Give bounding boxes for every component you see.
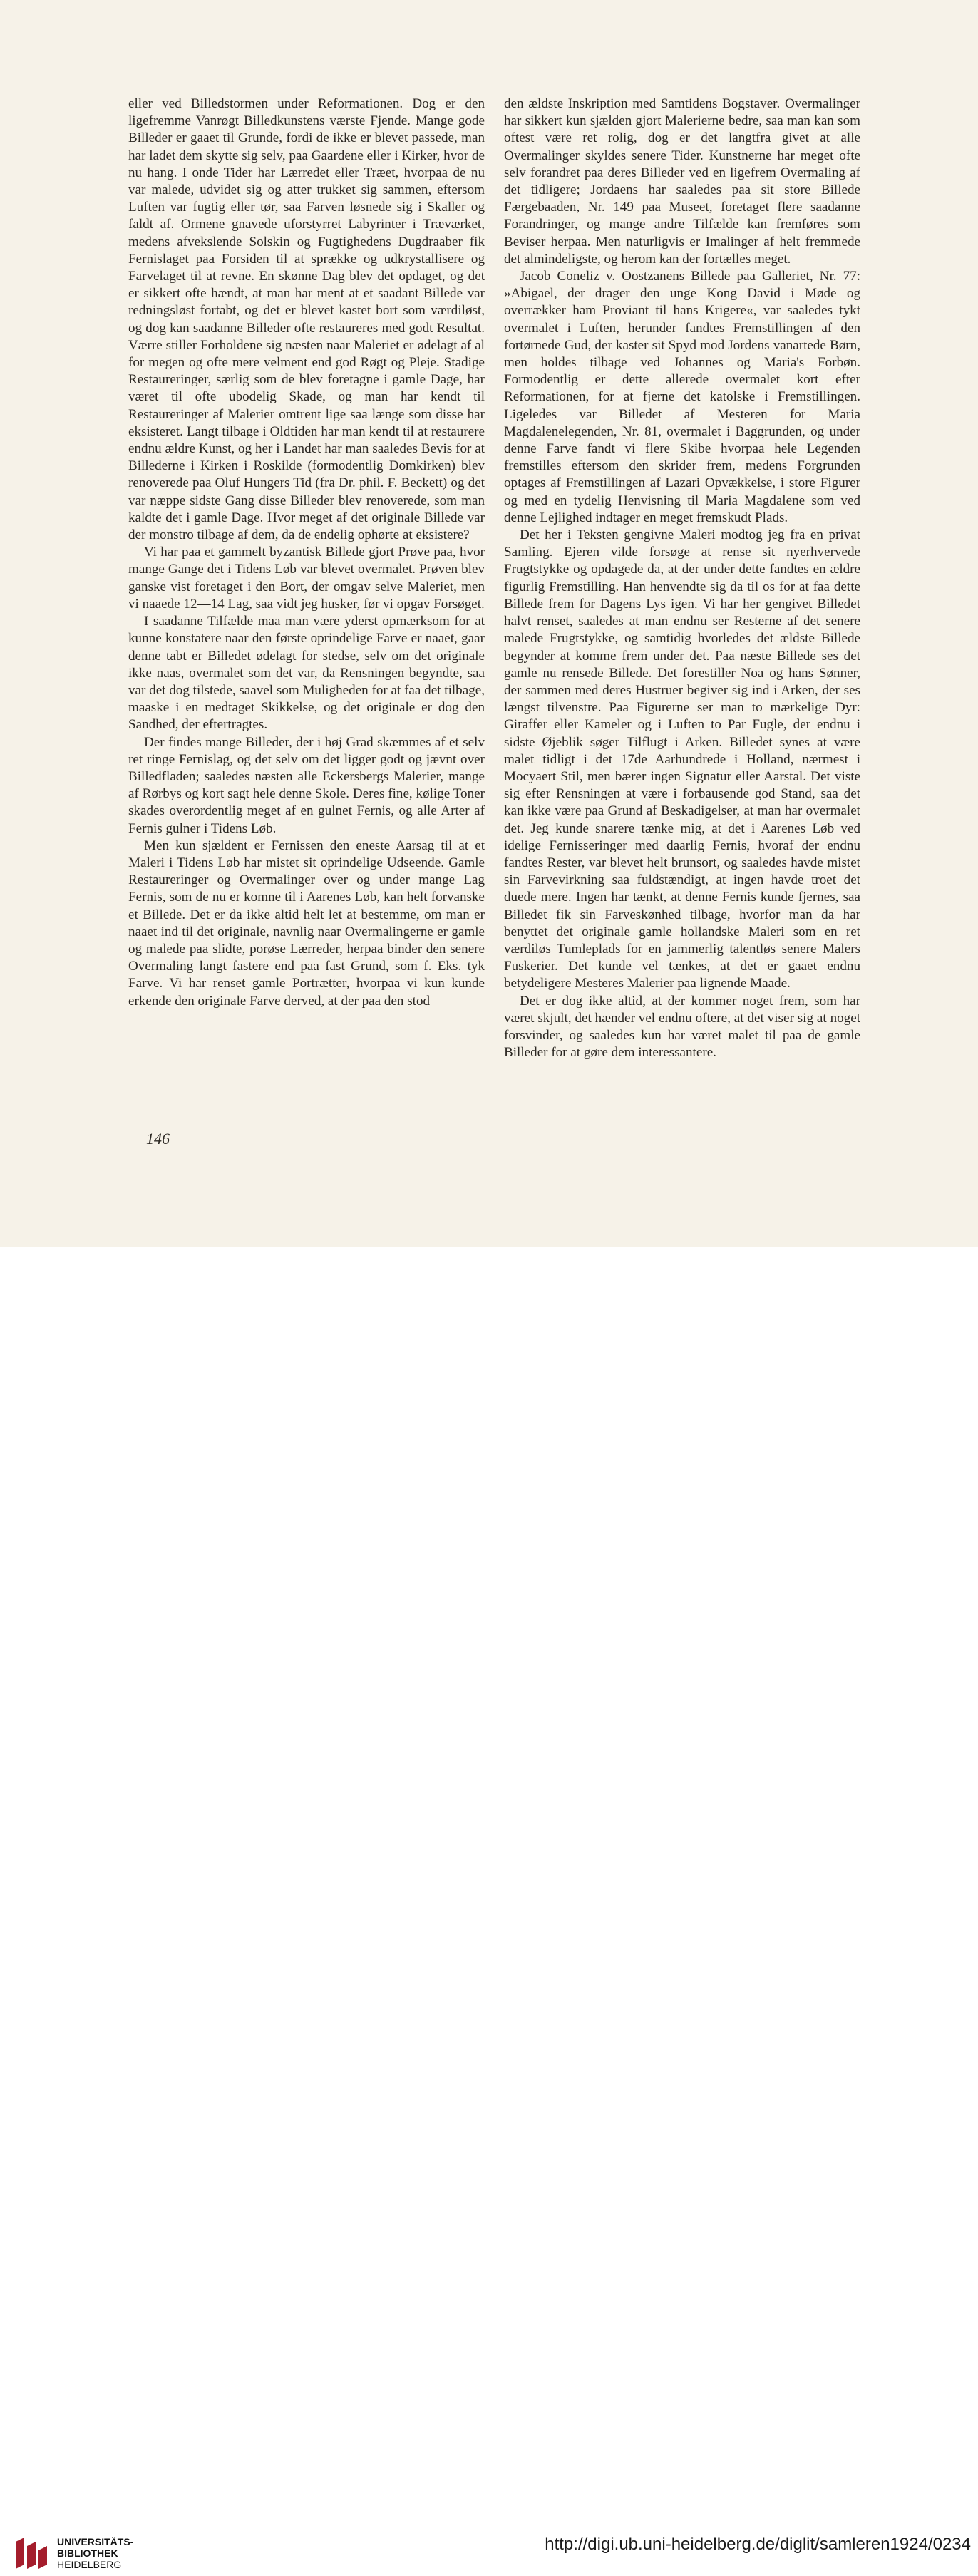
source-url[interactable]: http://digi.ub.uni-heidelberg.de/diglit/samleren1924/0234	[545, 2535, 971, 2554]
paragraph: Jacob Coneliz v. Oostzanens Billede paa Galleriet, Nr. 77: »Abigael, der drager den unge Kong David i Møde og overrækker ham Proviant til hans Krigere«, var saaledes tykt overmalet i Luften, herunder fandtes Fremstillingen af den fortørnede Gud, der kaster sit Spyd mod Jordens vanartede Børn, men holdes tilbage ved Johannes og Maria's Forbøn. Formodentlig er dette allerede overmalet kort efter Reformationen, for at fjerne det katolske i Fremstillingen. Ligeledes var Billedet af Mesteren for Maria Magdalenelegenden, Nr. 81, overmalet i Baggrunden, og under denne Farve fandt vi flere Skibe hvorpaa hele Legenden fremstilles eftersom den skrider frem, medens Forgrunden optages af Fremstillingen af Lazari Opvækkelse, i store Figurer og med en tydelig Henvisning til Maria Magdalene som ved denne Lejlighed indtager en meget fremskudt Plads.	[504, 269, 860, 525]
footer-bar	[0, 1247, 978, 2570]
paragraph: den ældste Inskription med Samtidens Bogstaver. Overmalinger har sikkert kun sjælden gjort Malerierne bedre, saa man kan som oftest være ret rolig, dog er det langtfra givet at alle Overmalinger skyldes senere Tider. Kunstnerne har meget ofte selv forandret paa deres Billeder ved en ligefrem Overmaling af det tidligere; Jordaens har saaledes paa sit store Billede Færgebaaden, Nr. 149 paa Museet, foretaget flere saadanne Forandringer, og mange andre Tilfælde kan fremføres som Beviser herpaa. Men naturligvis er Imalinger af helt fremmede det almindeligste, og herom kan der fortælles meget.	[504, 96, 860, 267]
paragraph: Men kun sjældent er Fernissen den eneste Aarsag til at et Maleri i Tidens Løb har mistet sit oprindelige Udseende. Gamle Restaureringer og Overmalinger over og under mange Lag Fernis, som de nu er komne til i Aarenes Løb, kan helt forvanske et Billede. Det er da ikke altid helt let at bestemme, om man er naaet ind til det originale, navnlig naar Overmalingerne er gamle og malede paa slidte, porøse Lærreder, herpaa binder den senere Overmaling langt fastere end paa fast Grund, som f. Eks. tyk Farve. Vi har renset gamle Portrætter, hvorpaa vi kun kunde erkende den originale Farve derved, at der paa den stod	[128, 838, 485, 1009]
scanned-page	[0, 0, 978, 1247]
library-name-line: UNIVERSITÄTS-	[57, 2536, 134, 2547]
paragraph: Vi har paa et gammelt byzantisk Billede gjort Prøve paa, hvor mange Gange det i Tidens Løb var blevet overmalet. Prøven blev ganske vist foretaget i den Bort, der omgav selve Maleriet, men vi naaede 12—14 Lag, saa vidt jeg husker, før vi opgav Forsøget.	[128, 545, 485, 612]
paragraph: Det her i Teksten gengivne Maleri modtog jeg fra en privat Samling. Ejeren vilde forsøge at rense sit nyerhvervede Frugtstykke og opdagede da, at der under dette fandtes en ældre figurlig Fremstilling. Han henvendte sig da til os for at faa dette Billede frem for Dagens Lys igen. Vi har her gengivet Billedet halvt renset, saaledes at man endnu ser Resterne af det senere malede Frugtstykke, og samtidig hvorledes det ældste Billede begynder at komme frem under det. Paa næste Billede ses det gamle nu rensede Billede. Det forestiller Noa og hans Sønner, der sammen med deres Hustruer begiver sig ind i Arken, der ses længst tilvenstre. Paa Figurerne ser man to mærkelige Dyr: Giraffer eller Kameler og i Luften to Par Fugle, der endnu i sidste Øjeblik søger Tilflugt i Arken. Billedet synes at være malet tidligt i det 17de Aarhundrede i Holland, nærmest i Mocyaert Stil, men bærer ingen Signatur eller Aarstal. Det viste sig efter Rensningen at være i forbausende god Stand, saa det kan ikke være paa Grund af Beskadigelser, at man har overmalet det. Jeg kunde snarere tænke mig, at det i Aarenes Løb ved idelige Fernisseringer med daarlig Fernis, hvoraf der endnu fandtes Rester, var blevet helt brunsort, og saaledes havde mistet sin Farvevirkning saa fuldstændigt, at ingen havde troet det duede mere. Ingen har tænkt, at denne Fernis kunde fjernes, saa Billedet fik sin Farveskønhed tilbage, hvorfor man da har benyttet det originale gamle hollandske Maleri som en ret værdiløs Tumleplads for en jammerlig talentløs senere Malers Fuskerier. Det kunde vel tænkes, at det er gaaet endnu betydeligere Mesteres Malerier paa lignende Maade.	[504, 527, 860, 991]
paragraph: I saadanne Tilfælde maa man være yderst opmærksom for at kunne konstatere naar den første oprindelige Farve er naaet, gaar denne tabt er Billedet ødelagt for stedse, selv om det originale ikke naas, overmalet som det var, da Rensningen begyndte, saa var det dog tilstede, saavel som Muligheden for at faa det tilbage, maaske i en medtaget Skikkelse, og det originale er dog den Sandhed, der eftertragtes.	[128, 614, 485, 733]
right-text-column	[504, 96, 860, 1061]
library-name-line: BIBLIOTHEK	[57, 2547, 118, 2559]
library-name	[57, 2536, 133, 2570]
paragraph: Det er dog ikke altid, at der kommer noget frem, som har været skjult, det hænder vel endnu oftere, at det viser sig at noget forsvinder, og saaledes kun har været malet til paa de gamle Billeder for at gøre dem interessantere.	[504, 993, 860, 1061]
heidelberg-library-logo-icon	[9, 2530, 54, 2576]
library-name-line: HEIDELBERG	[57, 2559, 122, 2570]
page-number: 146	[146, 1130, 170, 1148]
paragraph: eller ved Billedstormen under Reformationen. Dog er den ligefremme Vanrøgt Billedkunstens værste Fjende. Mange gode Billeder er gaaet til Grunde, fordi de ikke er blevet passede, man har ladet dem skytte sig selv, paa Gaardene eller i Kirker, hvor de nu hang. I onde Tider har Lærredet eller Træet, hvorpaa de nu var malede, udvidet sig og atter trukket sig sammen, eftersom Luften var fugtig eller tør, saa Farven løsnede sig i Skaller og faldt af. Ormene gnavede uforstyrret Labyrinter i Træværket, medens afvekslende Solskin og Fugtighedens Dugdraaber fik Fernislaget paa Forsiden til at sprække og udkrystallisere og Farvelaget til at revne. En skønne Dag blev det opdaget, og det er sikkert ofte hændt, at man har ment at et saadant Billede var redningsløst fortabt, og det er blevet kastet bort som værdiløst, og dog kan saadanne Billeder ofte restaureres med godt Resultat. Værre stiller Forholdene sig næsten naar Maleriet er ødelagt af al for megen og ofte mere velment end god Røgt og Pleje. Stadige Restaureringer, særlig som de blev foretagne i gamle Dage, har været til ofte ubodelig Skade, og man har kendt til Restaureringer af Malerier omtrent lige saa længe som disse har eksisteret. Langt tilbage i Oldtiden har man kendt til at restaurere endnu ældre Kunst, og her i Landet har man saaledes Bevis for at Billederne i Kirken i Roskilde (formodentlig Domkirken) blev renoverede paa Oluf Hungers Tid (fra Dr. phil. F. Beckett) og det var næppe sidste Gang disse Billeder blev renoverede, som man kaldte det i gamle Dage. Hvor meget af det originale Billede var der monstro tilbage af dem, da de endelig ophørte at eksistere?	[128, 96, 485, 543]
paragraph: Der findes mange Billeder, der i høj Grad skæmmes af et selv ret ringe Fernislag, og det selv om det ligger godt og jævnt over Billedfladen; saaledes næsten alle Eckersbergs Malerier, mange af Rørbys og kort sagt hele denne Skole. Deres fine, kølige Toner skades overordentlig meget af en gulnet Fernis, og alle Arter af Fernis gulner i Tidens Løb.	[128, 734, 485, 836]
left-text-column	[128, 96, 485, 1010]
